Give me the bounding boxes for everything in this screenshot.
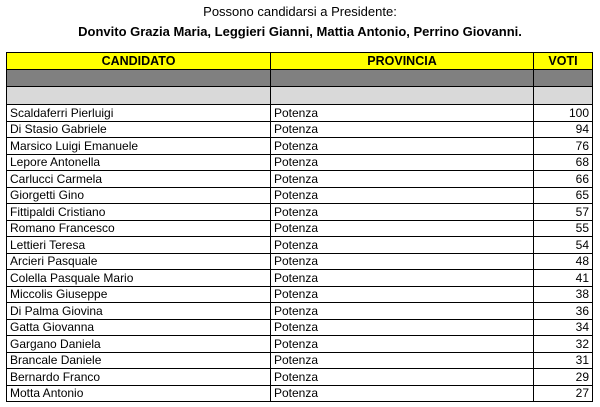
candidate-name-cell: Lepore Antonella <box>7 154 271 171</box>
table-row <box>7 286 593 303</box>
separator-cell <box>534 70 593 87</box>
province-cell: Potenza <box>271 286 534 303</box>
votes-cell: 57 <box>534 204 593 221</box>
votes-cell: 41 <box>534 270 593 287</box>
separator-cell <box>534 87 593 105</box>
table-row <box>7 121 593 138</box>
candidates-table <box>6 52 593 402</box>
table-row <box>7 336 593 353</box>
province-cell: Potenza <box>271 319 534 336</box>
candidate-name-cell: Scaldaferri Pierluigi <box>7 105 271 122</box>
province-cell: Potenza <box>271 105 534 122</box>
document-header <box>0 4 600 40</box>
province-cell: Potenza <box>271 369 534 386</box>
votes-cell: 55 <box>534 220 593 237</box>
votes-cell: 68 <box>534 154 593 171</box>
table-row <box>7 171 593 188</box>
province-cell: Potenza <box>271 171 534 188</box>
candidate-name-cell: Brancale Daniele <box>7 352 271 369</box>
table-row <box>7 237 593 254</box>
votes-cell: 32 <box>534 336 593 353</box>
province-cell: Potenza <box>271 187 534 204</box>
table-body <box>7 70 593 402</box>
separator-cell <box>7 87 271 105</box>
candidate-name-cell: Di Palma Giovina <box>7 303 271 320</box>
votes-cell: 76 <box>534 138 593 155</box>
separator-row-dark <box>7 70 593 87</box>
table-row <box>7 303 593 320</box>
candidate-name-cell: Carlucci Carmela <box>7 171 271 188</box>
votes-cell: 65 <box>534 187 593 204</box>
votes-cell: 100 <box>534 105 593 122</box>
table-row <box>7 319 593 336</box>
president-candidates: Donvito Grazia Maria, Leggieri Gianni, Mattia Antonio, Perrino Giovanni. <box>78 24 522 39</box>
separator-cell <box>7 70 271 87</box>
candidate-name-cell: Miccolis Giuseppe <box>7 286 271 303</box>
province-cell: Potenza <box>271 138 534 155</box>
province-cell: Potenza <box>271 237 534 254</box>
candidate-name-cell: Di Stasio Gabriele <box>7 121 271 138</box>
column-header-candidato: CANDIDATO <box>7 53 271 70</box>
table-row <box>7 352 593 369</box>
province-cell: Potenza <box>271 270 534 287</box>
candidate-name-cell: Fittipaldi Cristiano <box>7 204 271 221</box>
votes-cell: 54 <box>534 237 593 254</box>
candidate-name-cell: Marsico Luigi Emanuele <box>7 138 271 155</box>
separator-cell <box>271 87 534 105</box>
table-row <box>7 270 593 287</box>
votes-cell: 31 <box>534 352 593 369</box>
candidate-name-cell: Giorgetti Gino <box>7 187 271 204</box>
province-cell: Potenza <box>271 352 534 369</box>
table-row <box>7 220 593 237</box>
candidate-name-cell: Arcieri Pasquale <box>7 253 271 270</box>
province-cell: Potenza <box>271 121 534 138</box>
votes-cell: 48 <box>534 253 593 270</box>
province-cell: Potenza <box>271 253 534 270</box>
table-row <box>7 138 593 155</box>
votes-cell: 27 <box>534 385 593 402</box>
table-row <box>7 204 593 221</box>
column-header-provincia: PROVINCIA <box>271 53 534 70</box>
province-cell: Potenza <box>271 303 534 320</box>
candidate-name-cell: Bernardo Franco <box>7 369 271 386</box>
province-cell: Potenza <box>271 154 534 171</box>
table-row <box>7 154 593 171</box>
candidate-name-cell: Romano Francesco <box>7 220 271 237</box>
column-header-voti: VOTI <box>534 53 593 70</box>
candidate-name-cell: Gargano Daniela <box>7 336 271 353</box>
candidate-name-cell: Motta Antonio <box>7 385 271 402</box>
candidate-name-cell: Colella Pasquale Mario <box>7 270 271 287</box>
province-cell: Potenza <box>271 385 534 402</box>
candidate-name-cell: Gatta Giovanna <box>7 319 271 336</box>
table-row <box>7 105 593 122</box>
votes-cell: 94 <box>534 121 593 138</box>
province-cell: Potenza <box>271 204 534 221</box>
votes-cell: 36 <box>534 303 593 320</box>
table-row <box>7 187 593 204</box>
votes-cell: 29 <box>534 369 593 386</box>
separator-cell <box>271 70 534 87</box>
province-cell: Potenza <box>271 336 534 353</box>
table-row <box>7 385 593 402</box>
votes-cell: 34 <box>534 319 593 336</box>
separator-row-light <box>7 87 593 105</box>
candidate-name-cell: Lettieri Teresa <box>7 237 271 254</box>
table-row <box>7 253 593 270</box>
table-header-row <box>7 53 593 70</box>
votes-cell: 66 <box>534 171 593 188</box>
table-row <box>7 369 593 386</box>
province-cell: Potenza <box>271 220 534 237</box>
subtitle: Possono candidarsi a Presidente: <box>203 4 397 19</box>
votes-cell: 38 <box>534 286 593 303</box>
